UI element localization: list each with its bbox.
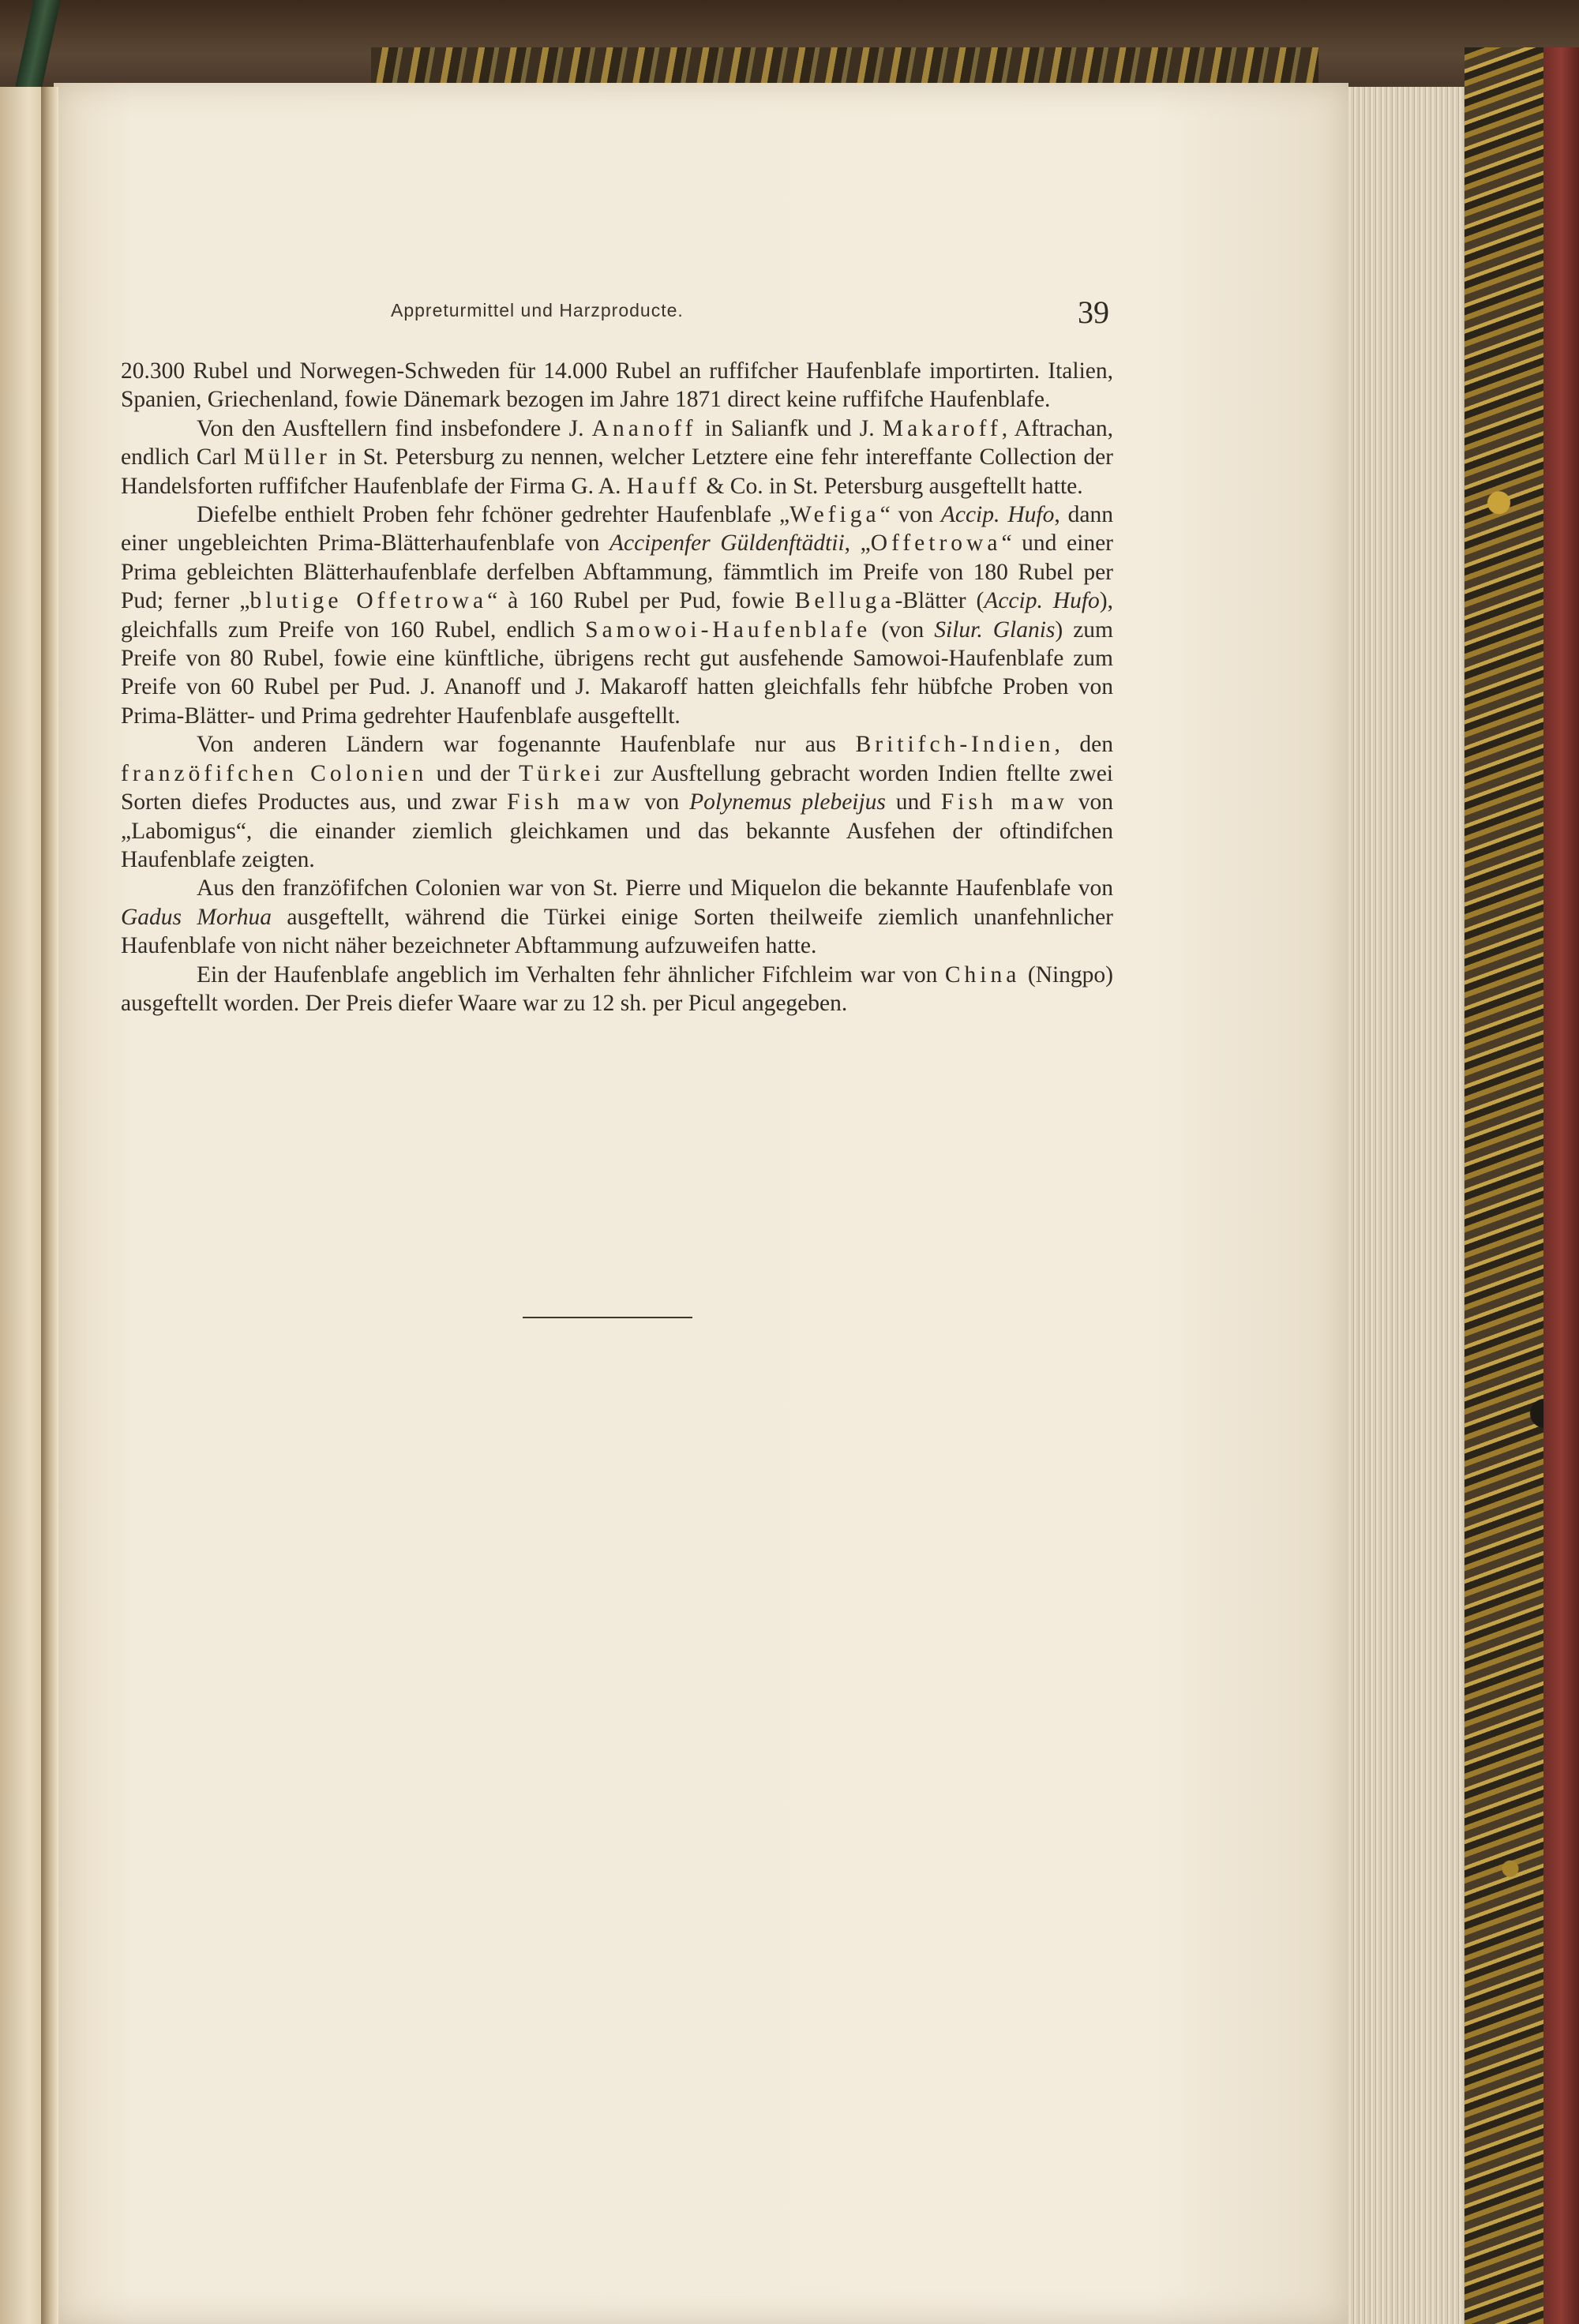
paragraph-4	[121, 730, 1113, 874]
text-run: (von	[871, 617, 935, 643]
spaced-term: blutige Offetrowa	[249, 588, 488, 614]
spaced-term: Britifch-Indien	[855, 732, 1055, 758]
text-run: und der	[427, 760, 519, 786]
spaced-term: Samowoi-Haufenblafe	[585, 617, 872, 643]
italic-term: Accip. Hufo	[984, 588, 1100, 614]
text-run: (Ningpo) ausgeftellt worden. Der Preis diefer Waare war zu 12 sh. per Picul angegeben.	[121, 961, 1113, 1016]
spaced-term: Fish maw	[507, 789, 635, 815]
page-block-edge	[1334, 87, 1484, 2324]
text-run: -Blätter (	[895, 588, 985, 614]
text-run: Diefelbe enthielt Proben fehr fchöner gedrehter Haufenblafe „	[197, 502, 790, 528]
spaced-term: Wefiga	[790, 502, 880, 528]
spaced-term: Türkei	[519, 760, 605, 786]
italic-term: Gadus Morhua	[121, 904, 272, 930]
text-run: , „	[844, 530, 871, 557]
text-run: & Co. in St. Petersburg ausgeftellt hatte.	[700, 473, 1083, 499]
spaced-term: Belluga	[794, 588, 895, 614]
text-run: , Aftrachan, endlich Carl	[121, 415, 1113, 470]
text-run: , den	[1054, 732, 1114, 758]
italic-term: Accipenfer Güldenftädtii	[609, 530, 845, 557]
spaced-term: China	[944, 961, 1021, 988]
paragraph-2	[121, 414, 1113, 500]
spaced-term: Offetrowa	[870, 530, 1002, 557]
text-run: ), gleichfalls zum Preife von 160 Rubel, endlich	[121, 588, 1113, 643]
text-run: in Salianfk und J.	[696, 415, 883, 441]
page-gutter	[41, 87, 58, 2324]
text-run: “ à 160 Rubel per Pud, fowie	[487, 588, 795, 614]
spaced-name: Hauff	[626, 473, 701, 499]
body-text	[121, 357, 1113, 1018]
text-run: von	[634, 789, 690, 815]
paragraph-6	[121, 961, 1113, 1018]
spaced-term: franzöfifchen Colonien	[121, 760, 428, 786]
spaced-name: Ananoff	[591, 415, 697, 441]
text-run: “ und einer Prima gebleichten Blätterhaufenblafe derfelben Abftammung, fämmtlich im Preife von 180 Rubel per Pud; ferner „	[121, 530, 1113, 614]
leather-spine	[1543, 47, 1579, 2324]
text-run: in St. Petersburg zu nennen, welcher Letztere eine fehr intereffante Collection der Handelsforten ruffifcher Haufenblafe der Firma G. A.	[121, 444, 1113, 499]
text-run: Von anderen Ländern war fogenannte Haufenblafe nur aus	[197, 732, 856, 758]
text-run: ) zum Preife von 80 Rubel, fowie eine künftliche, übrigens recht gut ausfehende Samowoi-Haufenblafe zum Preife von 60 Rubel per Pud. J. Ananoff und J. Makaroff hatten gleichfalls fehr hübfche Proben von Prima-Blätter- und Prima gedrehter Haufenblafe ausgeftellt.	[121, 617, 1113, 729]
text-run: 20.300 Rubel und Norwegen-Schweden für 14.000 Rubel an ruffifcher Haufenblafe importirten. Italien, Spanien, Griechenland, fowie Dänemark bezogen im Jahre 1871 direct keine ruffifche Haufenblafe.	[121, 358, 1113, 413]
italic-term: Accip. Hufo	[940, 502, 1055, 528]
text-run: Von den Ausftellern find insbefondere J.	[197, 415, 592, 441]
spaced-term: Fish maw	[940, 789, 1068, 815]
paragraph-3	[121, 500, 1113, 730]
text-run: Ein der Haufenblafe angeblich im Verhalten fehr ähnlicher Fifchleim war von	[197, 961, 945, 988]
paragraph-5	[121, 874, 1113, 960]
text-run: , dann einer ungebleichten Prima-Blätterhaufenblafe von	[121, 502, 1114, 557]
text-run: von „Labomigus“, die einander ziemlich gleichkamen und das bekannte Ausfehen der oftindifchen Haufenblafe zeigten.	[121, 789, 1114, 872]
left-page-edge	[0, 87, 47, 2324]
page-number: 39	[1078, 294, 1109, 330]
section-end-rule	[523, 1317, 692, 1318]
text-run: zur Ausftellung gebracht worden Indien ftellte zwei Sorten diefes Productes aus, und zwar	[121, 760, 1113, 815]
text-run: “ von	[880, 502, 941, 528]
text-run: Aus den franzöfifchen Colonien war von St. Pierre und Miquelon die bekannte Haufenblafe von	[197, 875, 1113, 901]
top-edge-marbling	[371, 47, 1318, 87]
running-head: Appreturmittel und Harzproducte.	[391, 300, 684, 320]
spaced-name: Makaroff	[882, 415, 1002, 441]
italic-term: Silur. Glanis	[934, 617, 1056, 643]
text-run: ausgeftellt, während die Türkei einige Sorten theilweife ziemlich unanfehnlicher Haufenblafe von nicht näher bezeichneter Abftammung aufzuweifen hatte.	[121, 904, 1113, 959]
paragraph-1	[121, 357, 1113, 414]
spaced-name: Müller	[243, 444, 331, 470]
text-run: und	[885, 789, 941, 815]
italic-term: Polynemus plebeijus	[689, 789, 886, 815]
